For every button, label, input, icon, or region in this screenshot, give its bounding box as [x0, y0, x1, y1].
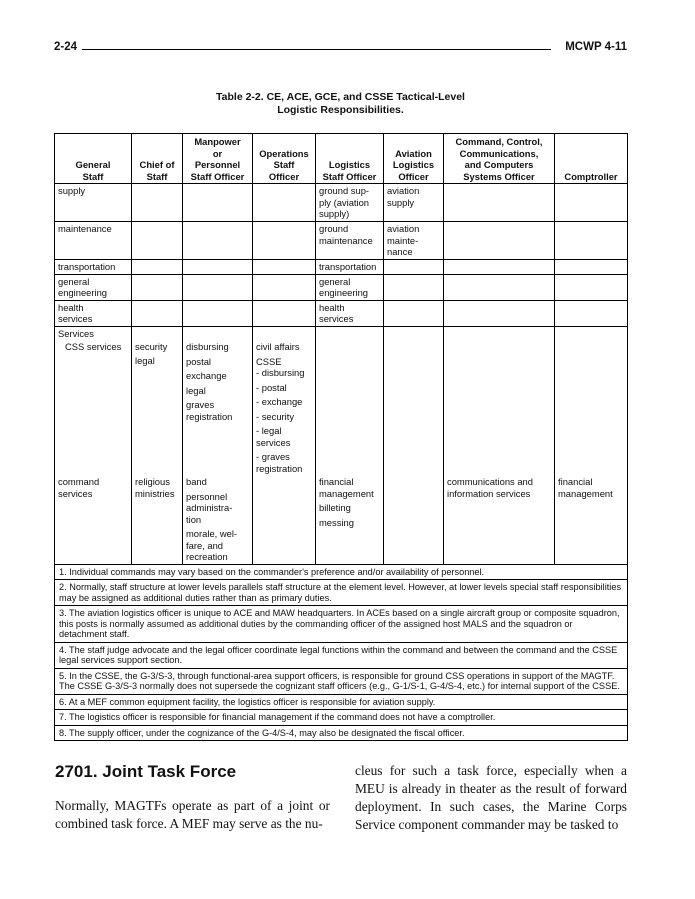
responsibilities-table [54, 133, 628, 741]
table-cell: financial management [555, 475, 628, 564]
section-title: 2701. Joint Task Force [55, 762, 237, 781]
table-cell: band personnel administra- tion morale, wel- fare, and recreation [183, 475, 253, 564]
table-row [55, 260, 628, 275]
table-cell: aviation supply [384, 184, 444, 222]
table-note: 8. The supply officer, under the cognizance of the G-4/S-4, may also be designated the fiscal officer. [55, 725, 627, 741]
header-logistics: Logistics Staff Officer [316, 134, 384, 184]
table-caption-line: Logistic Responsibilities. [277, 104, 404, 116]
table-cell: CSS services [55, 340, 132, 475]
table-cell: transportation [55, 260, 132, 275]
header-comptroller: Comptroller [555, 134, 628, 184]
table-row [55, 326, 628, 340]
table-row [55, 300, 628, 326]
table-cell: civil affairs CSSE - disbursing - postal - exchange - security - legal services - graves registration [253, 340, 316, 475]
table-row [55, 184, 628, 222]
page-header [54, 41, 627, 57]
table-row [55, 475, 628, 564]
header-aviation-logistics: Aviation Logistics Officer [384, 134, 444, 184]
header-rule [82, 49, 551, 50]
table-cell: health services [55, 300, 132, 326]
header-c4: Command, Control, Communications, and Computers Systems Officer [444, 134, 555, 184]
table-cell: command services [55, 475, 132, 564]
body-text-right: cleus for such a task force, especially when a MEU is already in theater as the result of forward deployment. In such cases, the Marine Corps Service component commander may be tasked to [355, 763, 627, 832]
table-cell: communications and information services [444, 475, 555, 564]
table-cell: security legal [132, 340, 183, 475]
table-note: 3. The aviation logistics officer is unique to ACE and MAW headquarters. In ACEs based on a single aircraft group or composite squadron, this posts is normally assumed as additional duties by the commanding officer of the assigned host MALS and the squadron or detachment staff. [55, 605, 627, 642]
body-text-left: Normally, MAGTFs operate as part of a joint or combined task force. A MEF may serve as the nu- [55, 798, 330, 831]
table-note: 1. Individual commands may vary based on the commander's preference and/or availability of personnel. [59, 566, 485, 577]
header-chief-of-staff: Chief of Staff [132, 134, 183, 184]
table-row [55, 274, 628, 300]
table-note: 2. Normally, staff structure at lower levels parallels staff structure at the element level. However, at lower levels special staff responsibilities may be assigned as additional duties rather than as primary duties. [55, 579, 627, 605]
table-note: 7. The logistics officer is responsible for financial management if the command does not have a comptroller. [55, 709, 627, 725]
header-manpower: Manpower or Personnel Staff Officer [183, 134, 253, 184]
table-cell: general engineering [316, 274, 384, 300]
header-operations: Operations Staff Officer [253, 134, 316, 184]
table-notes [55, 564, 628, 741]
table-caption-line: Table 2-2. CE, ACE, GCE, and CSSE Tactical-Level [216, 91, 465, 103]
table-note: 6. At a MEF common equipment facility, the logistics officer is responsible for aviation supply. [55, 694, 627, 710]
table-cell: disbursing postal exchange legal graves registration [183, 340, 253, 475]
table-cell: maintenance [55, 222, 132, 260]
header-general-staff: General Staff [55, 134, 132, 184]
notes-row [55, 564, 628, 741]
table-cell: ground maintenance [316, 222, 384, 260]
table-cell: religious ministries [132, 475, 183, 564]
table-cell: supply [55, 184, 132, 222]
table-cell: financial management billeting messing [316, 475, 384, 564]
table-caption [54, 91, 627, 117]
table-row [55, 340, 628, 475]
table-cell: transportation [316, 260, 384, 275]
page-number: 2-24 [54, 41, 78, 53]
publication-id: MCWP 4-11 [565, 41, 627, 53]
table-note: 5. In the CSSE, the G-3/S-3, through functional-area support officers, is responsible for ground CSS operations in support of the MAGTF. The CSSE G-3/S-3 normally does not supersede the cognizant staff officers (e.g., G-1/S-1, G-4/S-4, etc.) for internal support of the CSSE. [55, 668, 627, 694]
table-note: 4. The staff judge advocate and the legal officer coordinate legal functions within the command and between the command and the CSSE legal services support section. [55, 642, 627, 668]
table-row [55, 222, 628, 260]
table-header-row [55, 134, 628, 184]
table-cell: general engineering [55, 274, 132, 300]
table-cell: health services [316, 300, 384, 326]
table-cell: Services [55, 326, 132, 340]
table-cell: aviation mainte- nance [384, 222, 444, 260]
table-cell: ground sup- ply (aviation supply) [316, 184, 384, 222]
